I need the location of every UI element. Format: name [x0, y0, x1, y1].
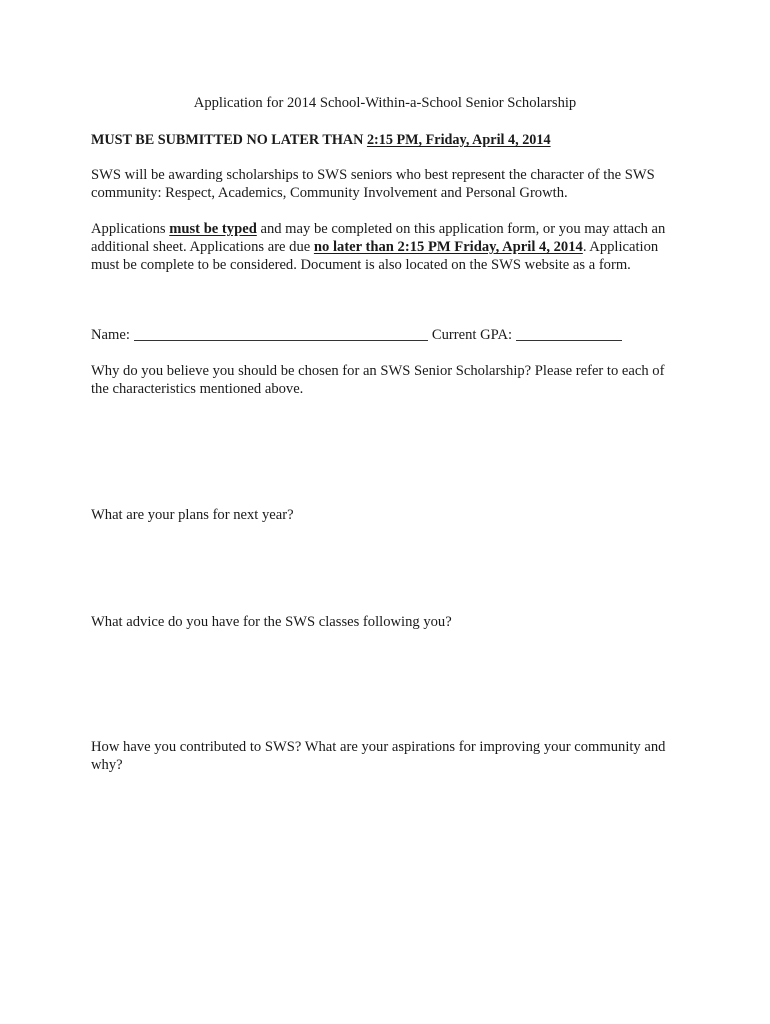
instructions-part2: and may be completed on this application form, or you may attach an additional sheet. Applications are due: [91, 221, 666, 255]
document-title: Application for 2014 School-Within-a-School Senior Scholarship: [193, 95, 577, 111]
deadline-date: 2:15 PM, Friday, April 4, 2014: [366, 132, 551, 148]
deadline-prefix: MUST BE SUBMITTED NO LATER THAN: [91, 132, 367, 148]
question-contribution: How have you contributed to SWS? What are your aspirations for improving your community and why?: [91, 739, 666, 773]
intro-paragraph: SWS will be awarding scholarships to SWS seniors who best represent the character of the SWS community: Respect, Academics, Community Involvement and Personal Growth.: [91, 167, 655, 201]
name-label: Name:: [91, 327, 130, 343]
instructions-part1: Applications: [91, 221, 170, 237]
name-field[interactable]: [134, 328, 428, 341]
submission-deadline: [91, 131, 691, 149]
question-why-chosen: Why do you believe you should be chosen for an SWS Senior Scholarship? Please refer to each of the characteristics mentioned above.: [91, 363, 665, 397]
question-plans-next-year: What are your plans for next year?: [91, 507, 294, 523]
name-gpa-row: [91, 326, 691, 344]
question-advice: What advice do you have for the SWS classes following you?: [91, 614, 452, 630]
instructions-part3: . Application must be complete to be considered. Document is also located on the SWS website as a form.: [91, 239, 659, 273]
instructions-paragraph: [91, 220, 687, 274]
gpa-label: Current GPA:: [431, 327, 513, 343]
must-be-typed-emphasis: must be typed: [169, 221, 257, 237]
due-date-emphasis: no later than 2:15 PM Friday, April 4, 2014: [313, 239, 583, 255]
gpa-field[interactable]: [516, 328, 622, 341]
